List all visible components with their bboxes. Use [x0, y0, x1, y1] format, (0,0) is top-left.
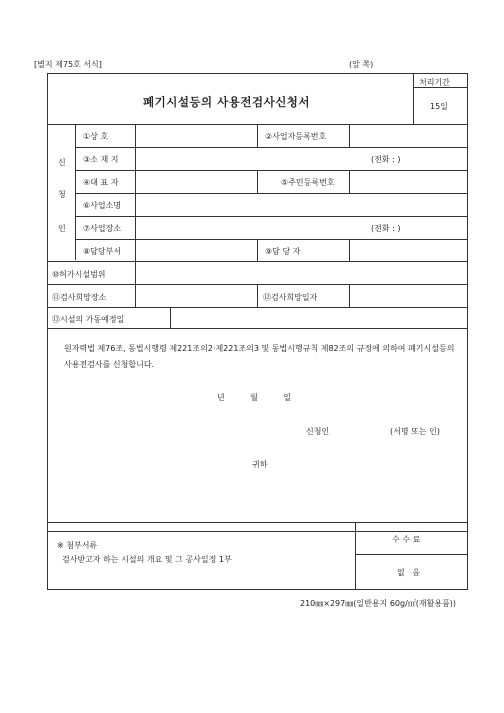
resident-reg-label: ⑤주민등록번호 [281, 178, 335, 187]
applicant-group-char-2: 청 [58, 190, 66, 199]
mid-divider [349, 170, 350, 193]
mid-divider [257, 124, 258, 147]
office-phone-label: (전화 : ) [371, 224, 401, 233]
row-rule [75, 239, 468, 240]
permit-scope-label: ⑩허가시설범위 [52, 270, 106, 279]
attachments-title: ※ 첨부서류 [57, 541, 98, 550]
inspection-date-label: ⑫검사희망일자 [263, 293, 318, 302]
mid-divider [349, 284, 350, 307]
row-rule [75, 170, 468, 171]
row-rule [75, 147, 468, 148]
fee-label: 수 수 료 [392, 535, 421, 544]
date-line: 년 월 일 [217, 393, 292, 402]
inspection-date-field[interactable] [352, 287, 464, 305]
mid-divider [349, 239, 350, 261]
department-field[interactable] [138, 243, 253, 259]
row-rule [75, 193, 468, 194]
addressee-label: 귀하 [252, 460, 268, 469]
row-rule [47, 261, 468, 262]
applicant-signature-label: 신청인 [306, 427, 330, 436]
trade-name-label: ①상 호 [83, 132, 109, 141]
row-rule [47, 307, 468, 308]
address-phone-label: (전화 : ) [371, 155, 401, 164]
address-field[interactable] [138, 151, 360, 168]
mid-divider [135, 284, 136, 307]
form-number-label: [별지 제75호 서식] [34, 60, 102, 69]
business-reg-field[interactable] [352, 128, 464, 145]
row-rule [75, 216, 468, 217]
fee-value: 없 음 [397, 568, 421, 577]
office-name-field[interactable] [138, 197, 464, 214]
mid-divider [257, 170, 258, 193]
title-divider [413, 73, 414, 124]
inspection-place-field[interactable] [138, 287, 253, 305]
mid-divider [170, 307, 171, 328]
applicant-group-char-3: 인 [58, 224, 66, 233]
processing-period-label: 처리기간 [419, 78, 450, 87]
resident-reg-field[interactable] [352, 174, 464, 191]
application-statement: 원자력법 제76조, 동법시행령 제221조의2·제221조의3 및 동법시행규칙 제82조의 규정에 의하여 폐기시설등의 사용전검사를 신청합니다. [64, 344, 455, 369]
person-in-charge-field[interactable] [352, 243, 464, 259]
paper-spec-footer: 210㎜×297㎜(일반용지 60g/㎡(재활용품)) [300, 599, 457, 608]
business-reg-label: ②사업자등록번호 [265, 132, 327, 141]
mid-divider [349, 124, 350, 147]
processing-period-value: 15일 [430, 102, 448, 111]
attachments-item: 검사받고자 하는 시설의 개요 및 그 공사일정 1부 [62, 555, 232, 564]
operation-date-label: ⑬시설의 가동예정일 [52, 315, 125, 324]
operation-date-field[interactable] [173, 310, 464, 326]
office-location-label: ⑦사업장소 [83, 224, 122, 233]
representative-field[interactable] [138, 174, 253, 191]
person-in-charge-label: ⑨담 당 자 [265, 247, 301, 256]
row-rule [47, 328, 468, 329]
office-name-label: ⑥사업소명 [83, 201, 122, 210]
inspection-place-label: ⑪검사희망장소 [52, 293, 107, 302]
label-column-divider [135, 124, 136, 261]
trade-name-field[interactable] [138, 128, 253, 145]
form-title: 폐기시설등의 사용전검사신청서 [143, 95, 311, 109]
mid-divider [257, 239, 258, 261]
department-label: ⑧담당부서 [83, 247, 122, 256]
office-location-field[interactable] [138, 220, 360, 237]
page-side-label: (앞 쪽) [349, 60, 374, 69]
representative-label: ④대 표 자 [83, 178, 119, 187]
signature-or-seal-label: (서명 또는 인) [390, 427, 440, 436]
applicant-group-char-1: 신 [58, 158, 66, 167]
mid-divider [135, 261, 136, 284]
address-label: ③소 재 지 [83, 155, 119, 164]
permit-scope-field[interactable] [138, 264, 464, 282]
mid-divider [257, 284, 258, 307]
